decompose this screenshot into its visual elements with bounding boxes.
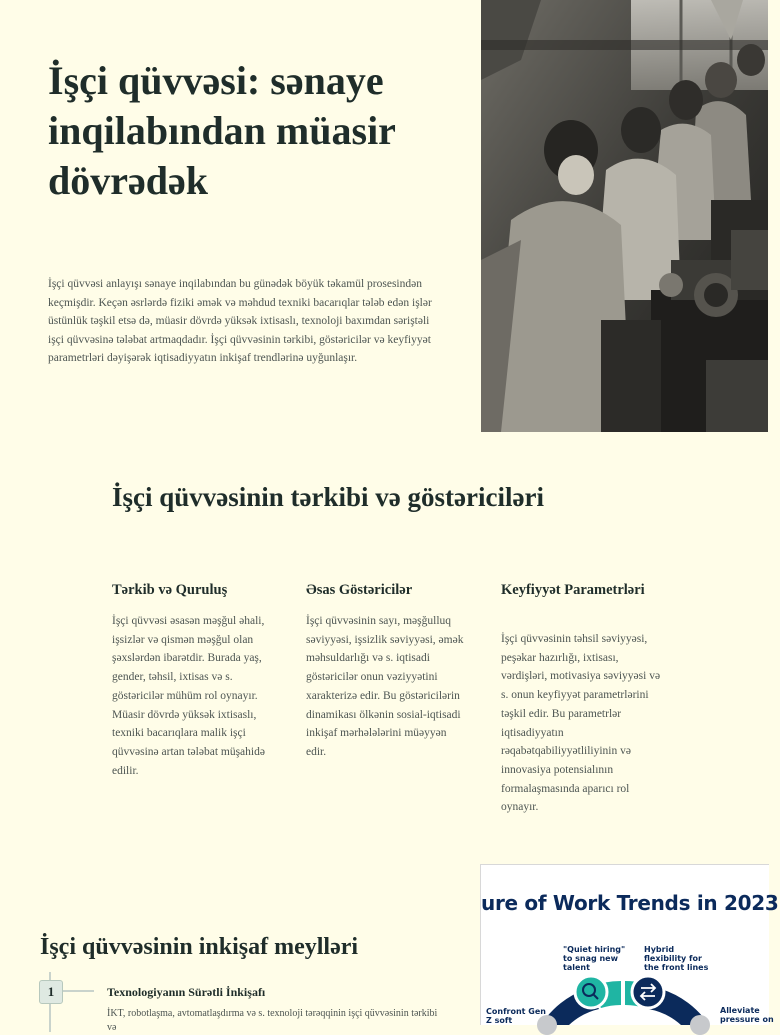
page-title: İşçi qüvvəsi: sənaye inqilabından müasir dövrədək (48, 58, 396, 203)
search-people-icon (575, 976, 607, 1008)
composition-section-title: İşçi qüvvəsinin tərkibi və göstəriciləri (112, 482, 544, 512)
column-text: İşçi qüvvəsinin sayı, məşğulluq səviyyəsi, işsizlik səviyyəsi, əmək məhsuldarlığı və s. iqtisadi göstəricilər onun vəziyyətini xarakterizə edir. Bu göstəricilərin dinamikası ölkənin sosial-iqtisadi inkişaf mərhələlərini müəyyən edir. (306, 615, 464, 758)
composition-column-indicators (306, 580, 466, 762)
work-trends-infographic (480, 864, 779, 1025)
infographic-label: Hybrid flexibility for the front lines (644, 945, 709, 972)
gray-circle-right (690, 1015, 710, 1035)
step-title: Texnologiyanın Sürətli İnkişafı (107, 985, 266, 999)
step-text: İKT, robotlaşma, avtomatlaşdırma və s. texnoloji tərəqqinin işçi qüvvəsinin tərkibi və (107, 1008, 438, 1033)
step-number-badge: 1 (39, 980, 63, 1004)
trends-section-title: İşçi qüvvəsinin inkişaf meylləri (40, 934, 359, 960)
composition-column-structure (112, 580, 272, 780)
column-text: İşçi qüvvəsinin təhsil səviyyəsi, peşəkar hazırlığı, ixtisası, vərdişləri, motivasiya səviyyəsi və s. onun keyfiyyət parametrlərini təşkil edir. Bu parametrlər iqtisadiyyatın rəqabətqabiliyyətliliyinin və innovasiya potensialının formalaşmasında aparıcı rol oynayır. (501, 633, 661, 814)
column-text: İşçi qüvvəsi əsasən məşğul əhali, işsizlər və qismən məşğul olan şəxslərdən ibarətdir. Burada yaş, gender, təhsil, ixtisas və s. göstəricilər mühüm rol oynayır. Müasir dövrdə yüksək ixtisaslı, texniki bacarıqlara malik işçi qüvvəsinə artan tələbat müşahidə edilir. (112, 615, 265, 777)
intro-paragraph: İşçi qüvvəsi anlayışı sənaye inqilabından bu günədək böyük təkamül prosesindən keçmişdir. Keçən əsrlərdə fiziki əmək və məhdud texniki bacarıqlar tələb edən işlər üstünlük təşkil etsə də, müasir dövrdə yüksək ixtisaslı, texnoloji baxımdan səriştəli işçi qüvvəsinə tələbat artmaqdadır. İşçi qüvvəsinin tərkibi, göstəricilər və keyfiyyət parametrləri dəyişərək iqtisadiyyatın inkişaf trendlərinə uyğunlaşır. (48, 278, 432, 365)
composition-column-quality (501, 580, 661, 817)
column-heading: Tərkib və Quruluş (112, 582, 228, 598)
infographic-label: Confront Gen Z soft (486, 1007, 546, 1025)
arrows-swap-icon (632, 976, 664, 1008)
column-heading: Keyfiyyət Parametrləri (501, 582, 645, 598)
infographic-title: ure of Work Trends in 2023 (481, 891, 779, 915)
infographic-label: "Quiet hiring" to snag new talent (563, 945, 626, 972)
gray-circle-left (537, 1015, 557, 1035)
infographic-ring (481, 965, 769, 1025)
column-heading: Əsas Göstəricilər (306, 582, 413, 598)
infographic-label: Alleviate pressure on (720, 1006, 774, 1024)
timeline-connector (62, 990, 94, 992)
factory-workers-photo (481, 0, 768, 432)
